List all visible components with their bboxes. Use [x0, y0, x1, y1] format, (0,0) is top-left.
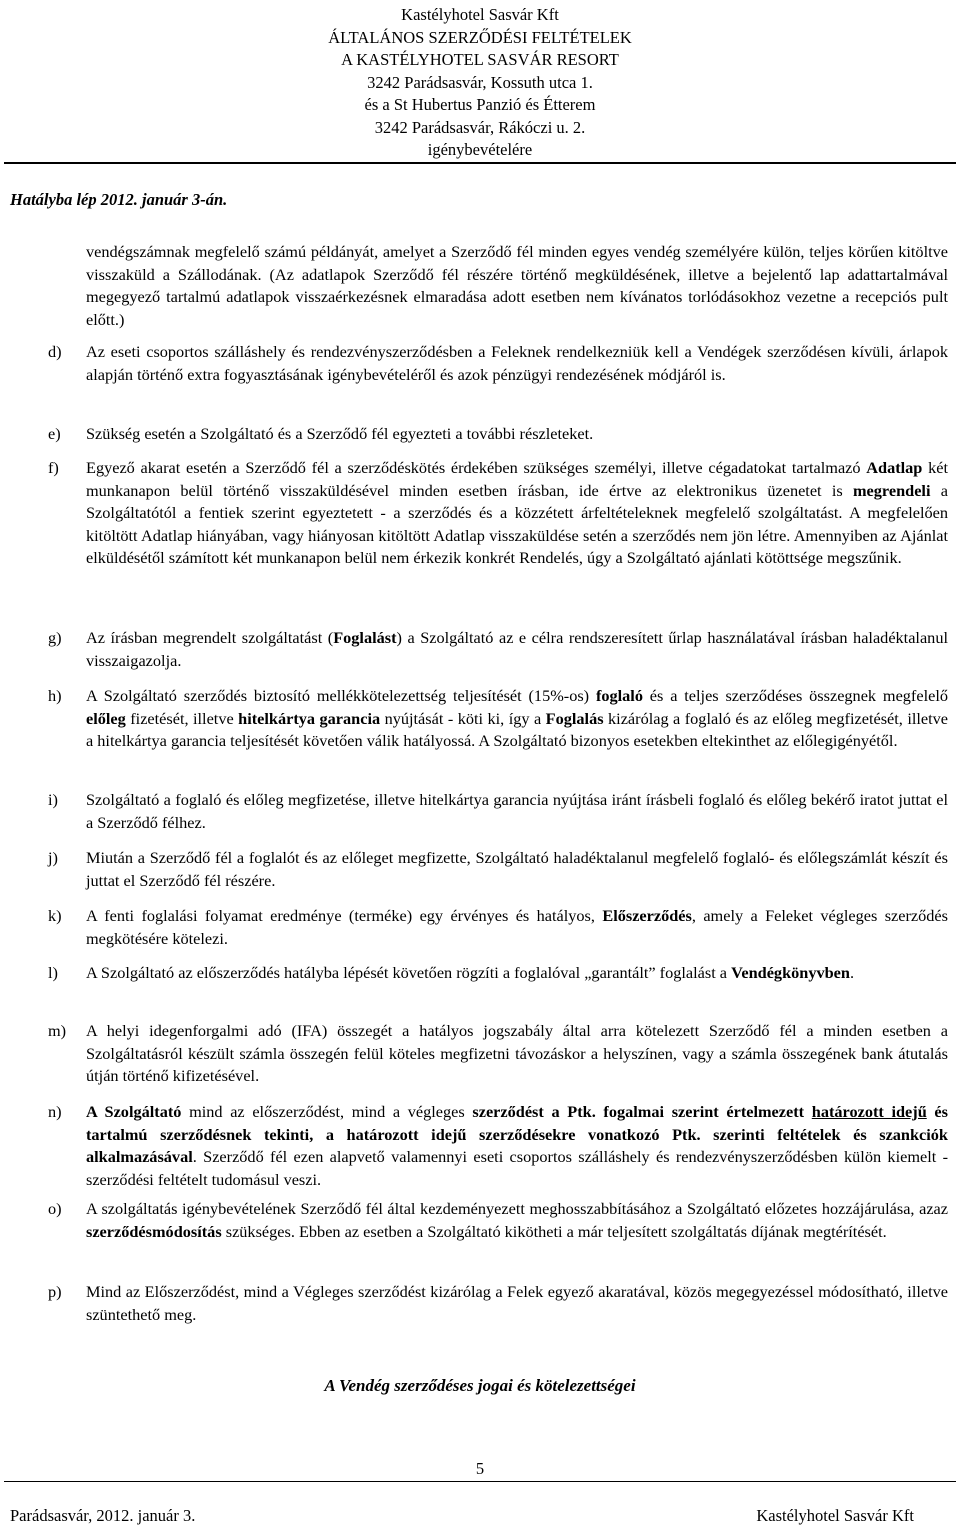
list-item-g	[48, 627, 948, 672]
item-text: A Szolgáltató mind az előszerződést, mind a végleges szerződést a Ptk. fogalmai szerint értelmezett határozott idejű és tartalmú szerződésnek tekinti, a határozott idejű szerződésekre vonatkozó Ptk. szerinti feltételek és szankciók alkalmazásával. Szerződő fél ezen alapvető valamennyi eseti csoportos szálláshely és rendezvényszerződésben külön kiemelt - szerződési feltételt tudomásul veszi.	[86, 1102, 948, 1189]
footer-divider	[4, 1481, 956, 1482]
item-text: A Szolgáltató szerződés biztosító mellékkötelezettség teljesítését (15%-os) foglaló és a teljes szerződéses összegnek megfelelő előleg fizetését, illetve hitelkártya garancia nyújtását - köti ki, így a Foglalás kizárólag a foglaló és az előleg megfizetését, illetve a hitelkártya garancia teljesítését követően válik hatályossá. A Szolgáltató bizonyos esetekben eltekinthet az előlegigényétől.	[86, 686, 949, 750]
item-label: m)	[48, 1021, 67, 1040]
item-label: l)	[48, 963, 58, 982]
item-text: A Szolgáltató az előszerződés hatályba lépését követően rögzíti a foglalóval „garantált” foglalást a Vendégkönyvben.	[86, 963, 855, 982]
document-header	[0, 4, 960, 162]
list-item-i	[48, 789, 948, 834]
section-title: A Vendég szerződéses jogai és kötelezettségei	[324, 1376, 636, 1395]
list-item-m	[48, 1020, 948, 1088]
header-resort: A KASTÉLYHOTEL SASVÁR RESORT	[341, 50, 619, 69]
list-item-f	[48, 457, 948, 570]
item-label: d)	[48, 342, 62, 361]
list-item-h	[48, 685, 948, 753]
item-text: A szolgáltatás igénybevételének Szerződő fél által kezdeményezett meghosszabbításához a Szolgáltató előzetes hozzájárulása, azaz szerződésmódosítás szükséges. Ebben az esetben a Szolgáltató kikötheti a már teljesített szolgáltatás díjának megtérítését.	[86, 1199, 948, 1241]
header-panzio: és a St Hubertus Panzió és Étterem	[364, 95, 596, 114]
list-item-d	[48, 341, 948, 386]
item-text: Miután a Szerződő fél a foglalót és az előleget megfizette, Szolgáltató haladéktalanul megfelelő foglaló- és előlegszámlát készít és juttat el Szerződő fél részére.	[86, 848, 948, 890]
item-label: g)	[48, 628, 62, 647]
item-text: A fenti foglalási folyamat eredménye (terméke) egy érvényes és hatályos, Előszerződés, amely a Feleket végleges szerződés megkötésére kötelezi.	[86, 906, 948, 948]
item-text: Az eseti csoportos szálláshely és rendezvényszerződésben a Feleknek rendelkezniük kell a Vendégek szerződésen kívüli, árlapok alapján történő extra fogyasztásának igénybevételéről és azok pénzügyi rendezésének módjáról is.	[86, 342, 948, 384]
header-subtitle: igénybevételére	[427, 140, 533, 159]
effective-date: Hatályba lép 2012. január 3-án.	[10, 190, 228, 209]
list-item-e	[48, 423, 948, 446]
page-number: 5	[475, 1459, 485, 1478]
list-item-l	[48, 962, 948, 985]
footer-company: Kastélyhotel Sasvár Kft	[756, 1506, 914, 1525]
list-item-p	[48, 1281, 948, 1326]
item-text: Mind az Előszerződést, mind a Végleges szerződést kizárólag a Felek egyező akaratával, közös megegyezéssel módosítható, illetve szüntethető meg.	[86, 1282, 948, 1324]
item-text: A helyi idegenforgalmi adó (IFA) összegét a hatályos jogszabály által arra kötelezett Szerződő fél a minden esetben a Szolgáltatásról készült számla összegén felül köteles megfizetni távozáskor a helyszínen, vagy a számla összegének bank átutalás útján történő kifizetésével.	[86, 1021, 948, 1085]
item-text: Szolgáltató a foglaló és előleg megfizetése, illetve hitelkártya garancia nyújtása iránt írásbeli foglaló és előleg bekérő iratot juttat el a Szerződő félhez.	[86, 790, 948, 832]
item-label: p)	[48, 1282, 62, 1301]
intro-paragraph: vendégszámnak megfelelő számú példányát, amelyet a Szerződő fél minden egyes vendég személyére külön, teljes körűen kitöltve visszaküld a Szállodának. (Az adatlapok Szerződő fél részére történő megküldésének, illetve a bejelentő lap adattartalmával megegyező tartalmú adatlapok visszaérkezésnek elmaradása adott esetben nem kívánatos torlódásokhoz vezetne a recepciós pult előtt.)	[86, 242, 948, 329]
item-label: e)	[48, 424, 61, 443]
item-label: i)	[48, 790, 58, 809]
header-divider	[4, 162, 956, 164]
item-text: Az írásban megrendelt szolgáltatást (Foglalást) a Szolgáltató az e célra rendszeresített űrlap használatával írásban haladéktalanul visszaigazolja.	[86, 628, 948, 670]
item-label: f)	[48, 458, 59, 477]
item-label: n)	[48, 1102, 62, 1121]
list-item-o	[48, 1198, 948, 1243]
item-text: Szükség esetén a Szolgáltató és a Szerződő fél egyezteti a további részleteket.	[86, 424, 594, 443]
list-item-n	[48, 1101, 948, 1191]
item-text: Egyező akarat esetén a Szerződő fél a szerződéskötés érdekében szükséges személyi, illetve cégadatokat tartalmazó Adatlap két munkanapon belül történő visszaküldésével minden esetben írásban, ide értve az elektronikus üzenetet is megrendeli a Szolgáltatótól a fentiek szerint egyeztetett - a szerződés és a közzétett árfeltételeknek megfelelő szolgáltatást. A megfelelően kitöltött Adatlap hiányában, vagy hiányosan kitöltött Adatlap visszaküldése setén a szerződés nem jön létre. Amennyiben az Ajánlat elküldésétől számított két munkanapon belül nem érkezik konkrét Rendelés, úgy a Szolgáltató ajánlati kötöttsége megszűnik.	[86, 458, 948, 567]
header-resort-address: 3242 Parádsasvár, Kossuth utca 1.	[367, 72, 593, 92]
list-item-k	[48, 905, 948, 950]
item-label: j)	[48, 848, 58, 867]
header-title: ÁLTALÁNOS SZERZŐDÉSI FELTÉTELEK	[328, 27, 632, 47]
header-company: Kastélyhotel Sasvár Kft	[401, 5, 559, 24]
list-item-j	[48, 847, 948, 892]
header-panzio-address: 3242 Parádsasvár, Rákóczi u. 2.	[374, 117, 586, 137]
item-label: h)	[48, 686, 62, 705]
item-label: k)	[48, 906, 62, 925]
item-label: o)	[48, 1199, 62, 1218]
footer-place-date: Parádsasvár, 2012. január 3.	[10, 1506, 196, 1525]
